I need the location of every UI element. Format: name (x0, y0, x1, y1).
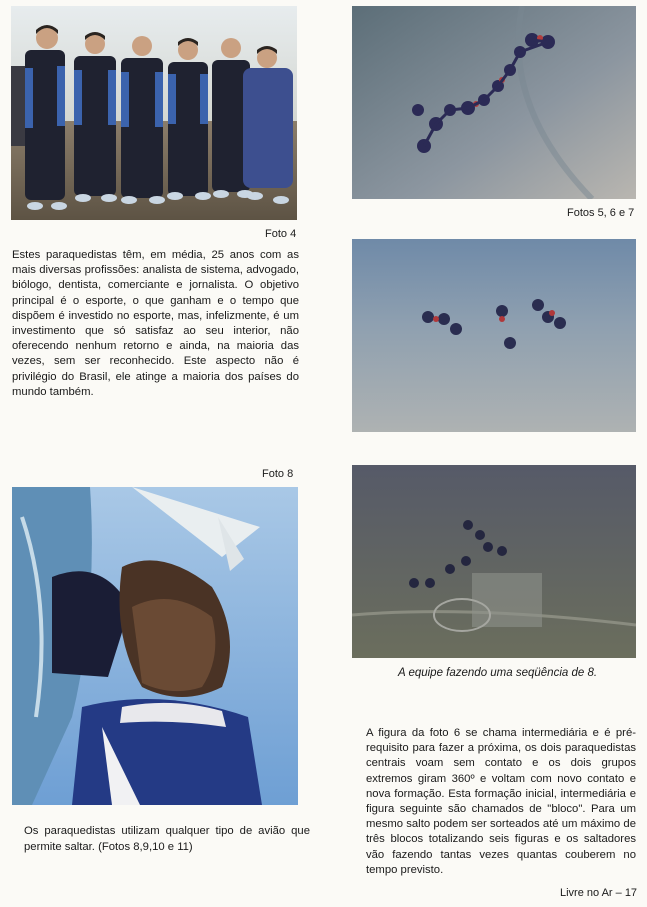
formation-photo-7 (352, 465, 636, 658)
photo-8-caption: Foto 8 (262, 468, 294, 480)
photos-5-6-7-caption: Fotos 5, 6 e 7 (567, 207, 635, 219)
team-group-photo (11, 6, 297, 220)
team-description-paragraph: Estes paraquedistas têm, em média, 25 anos com as mais diversas profissões: analista de sistema, advogado, biólogo, dentista, comerciante e jornalista. O objetivo principal é o esporte, o que ganham e o tempo que dispõem é investido no esporte, mas, infelizmente, é um investimento que só satisfaz ao seu interior, não oferecendo nenhum retorno e ainda, na maioria das vezes, sem ser reconhecido. Este aspecto não é privilégio do Brasil, ele atinge a maioria dos países do mundo também. (12, 249, 299, 398)
plane-exit-photo (12, 487, 298, 805)
photo-4-caption: Foto 4 (265, 228, 297, 240)
sequence-caption: A equipe fazendo uma seqüência de 8. (398, 667, 598, 679)
plane-photo-description: Os paraquedistas utilizam qualquer tipo de avião que permite saltar. (Fotos 8,9,10 e 11) (24, 825, 310, 853)
figure-explanation-paragraph: A figura da foto 6 se chama intermediária e é pré-requisito para fazer a próxima, os dois paraquedistas centrais voam sem contato e os dois grupos extremos giram 360º e voltam com novo contato e nova formação. Esta formação inicial, intermediária e figura seguinte são chamados de "bloco". Para um mesmo salto podem ser sorteados até um máximo de três blocos totalizando seis figuras e os saltadores vão fazendo tantas vezes quantas couberem no tempo previsto. (366, 727, 636, 876)
page-footer: Livre no Ar – 17 (560, 887, 638, 899)
formation-photo-5 (352, 6, 636, 199)
formation-photo-6 (352, 239, 636, 432)
